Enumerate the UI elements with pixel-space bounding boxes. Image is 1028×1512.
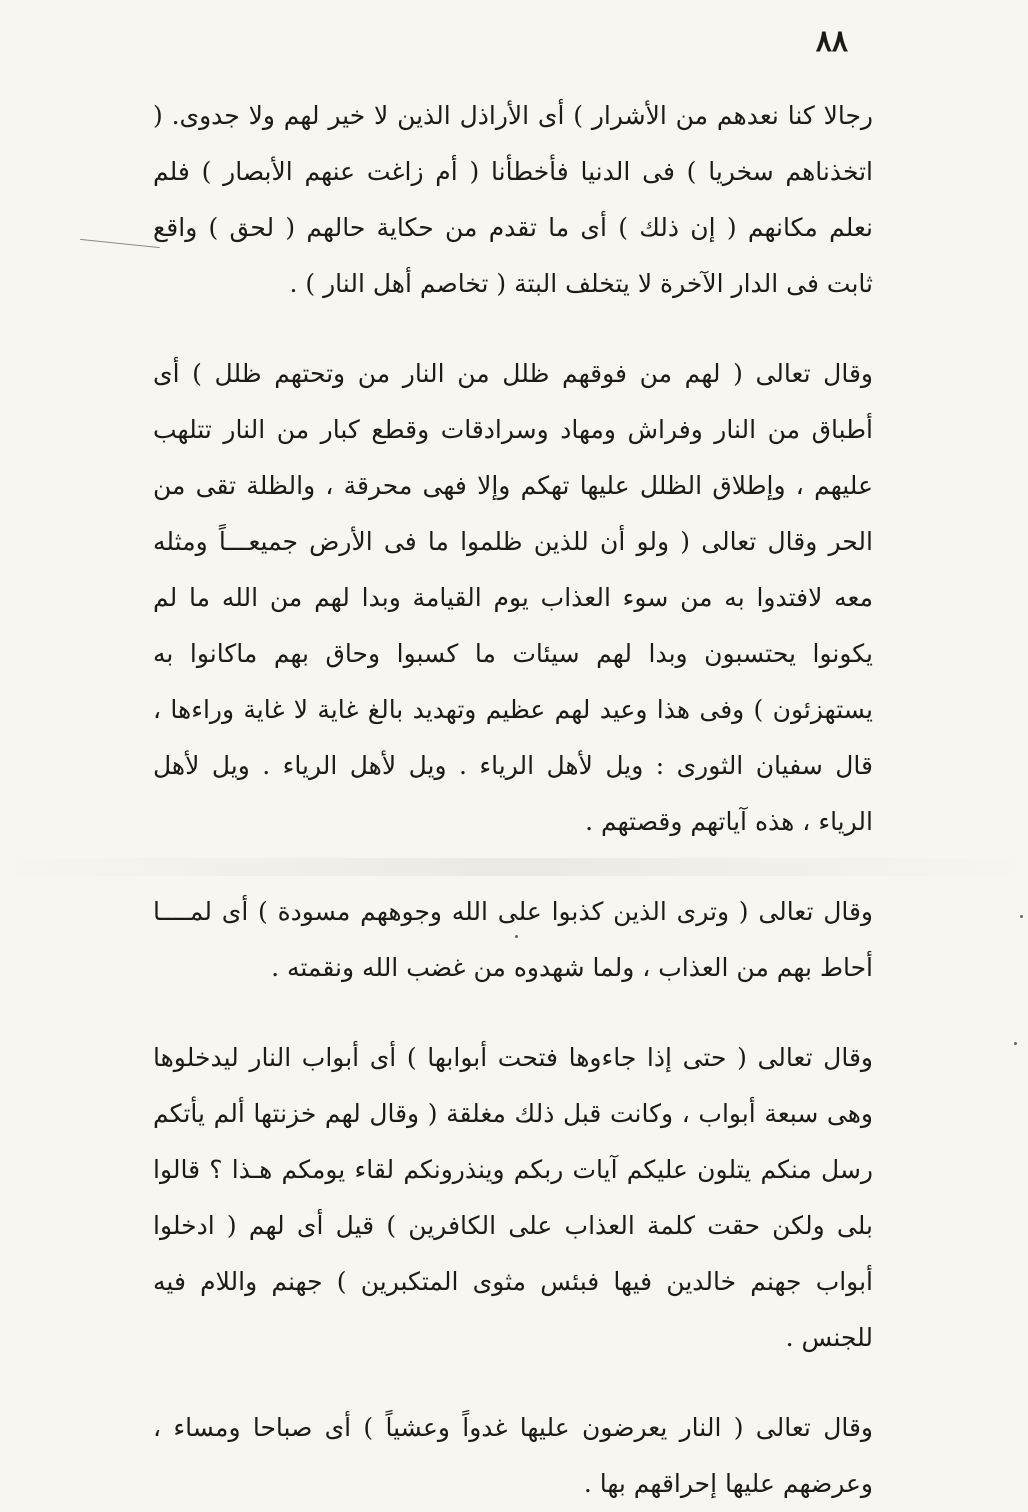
page-number: ٨٨ (815, 24, 848, 59)
paragraph: وقال تعالى ( وترى الذين كذبوا على الله وجوههم مسودة ) أى لمــــا أحاط بهم من العذاب ، ولما شهدوه من غضب الله ونقمته . (153, 897, 873, 982)
paragraph: وقال تعالى ( حتى إذا جاءوها فتحت أبوابها ) أى أبواب النار ليدخلوها وهى سبعة أبواب ، وكانت قبل ذلك مغلقة ( وقال لهم خزنتها ألم يأتكم رسل منكم يتلون عليكم آيات ربكم وينذرونكم لقاء يومكم هـذا ؟ قالوا بلى ولكن حقت كلمة العذاب على الكافرين ) قيل أى لهم ( ادخلوا أبواب جهنم خالدين فيها فبئس مثوى المتكبرين ) جهنم واللام فيه للجنس . (153, 1043, 873, 1352)
paragraph: وقال تعالى ( النار يعرضون عليها غدواً وعشياً ) أى صباحا ومساء ، وعرضهم عليها إحراقهم بها . (153, 1413, 873, 1498)
paragraph: رجالا كنا نعدهم من الأشرار ) أى الأراذل الذين لا خير لهم ولا جدوى. ( اتخذناهم سخريا ) فى الدنيا فأخطأنا ( أم زاغت عنهم الأبصار ) فلم نعلم مكانهم ( إن ذلك ) أى ما تقدم من حكاية حالهم ( لحق ) واقع ثابت فى الدار الآخرة لا يتخلف البتة ( تخاصم أهل النار ) . (153, 101, 873, 298)
scan-margin-line (80, 239, 160, 248)
paragraph: وقال تعالى ( لهم من فوقهم ظلل من النار من وتحتهم ظلل ) أى أطباق من النار وفراش ومهاد وسرادقات وقطع كبار من النار تتلهب عليهم ، وإطلاق الظلل عليها تهكم وإلا فهى محرقة ، والظلة تقى من الحر وقال تعالى ( ولو أن للذين ظلموا ما فى الأرض جميعـــاً ومثله معه لافتدوا به من سوء العذاب يوم القيامة وبدا لهم من الله ما لم يكونوا يحتسبون وبدا لهم سيئات ما كسبوا وحاق بهم ماكانوا به يستهزئون ) وفى هذا وعيد لهم عظيم وتهديد بالغ غاية لا غاية وراءها ، قال سفيان الثورى : ويل لأهل الرياء . ويل لأهل الرياء . ويل لأهل الرياء ، هذه آياتهم وقصتهم . (153, 359, 873, 836)
page-body (153, 88, 873, 1512)
scan-speck (1020, 915, 1023, 918)
scan-speck (1014, 1042, 1017, 1045)
